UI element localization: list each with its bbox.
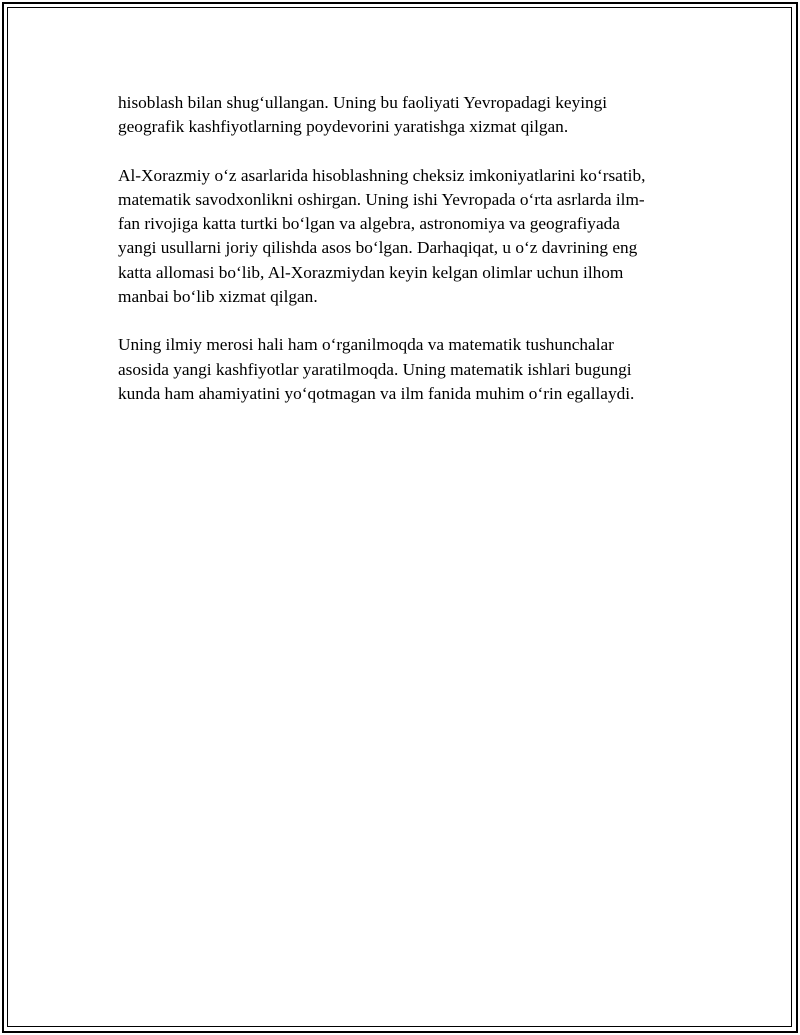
paragraph-3: Uning ilmiy merosi hali ham o‘rganilmoqda va matematik tushunchalar asosida yangi kashfiyotlar yaratilmoqda. Uning matematik ishlari bugungi kunda ham ahamiyatini yo‘qotmagan va ilm fanida muhim o‘rin egallaydi. <box>118 335 635 403</box>
paragraph-2: Al-Xorazmiy o‘z asarlarida hisoblashning cheksiz imkoniyatlarini ko‘rsatib, matematik savodxonlikni oshirgan. Uning ishi Yevropada o‘rta asrlarda ilm- fan rivojiga katta turtki bo‘lgan va algebra, astronomiya va geografiyada yangi usullarni joriy qilishda asos bo‘lgan. Darhaqiqat, u o‘z davrining eng katta allomasi bo‘lib, Al-Xorazmiydan keyin kelgan olimlar uchun ilhom manbai bo‘lib xizmat qilgan. <box>118 165 646 307</box>
paragraph-1: hisoblash bilan shug‘ullangan. Uning bu faoliyati Yevropadagi keyingi geografik kashfiyotlarning poydevorini yaratishga xizmat qilgan. <box>118 93 608 137</box>
document-body <box>118 91 688 430</box>
